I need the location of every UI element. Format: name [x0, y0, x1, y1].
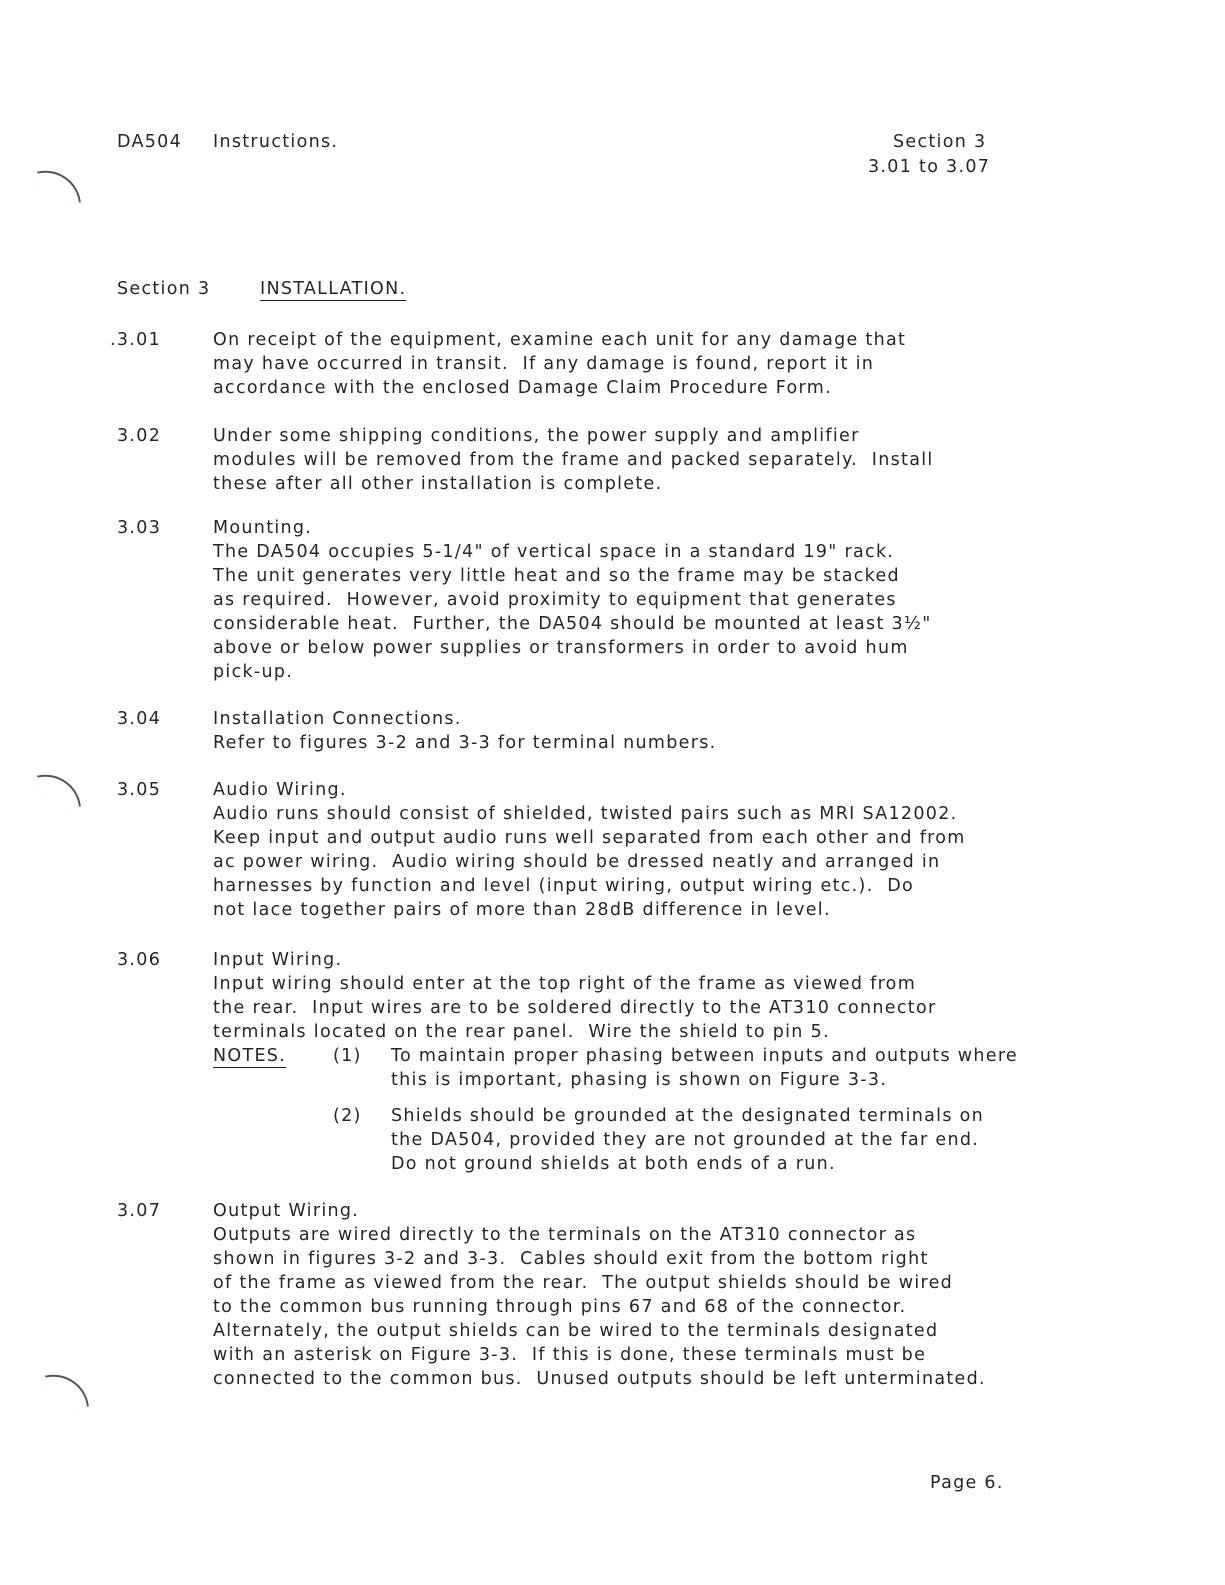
paragraph-number: 3.04 — [117, 709, 162, 729]
binder-hole-mark — [37, 165, 81, 209]
paragraph-line: Audio runs should consist of shielded, twisted pairs such as MRI SA12002. — [213, 804, 958, 824]
paragraph-line: pick-up. — [213, 662, 294, 682]
header-section: Section 3 — [893, 132, 987, 152]
paragraph-line: Input wiring should enter at the top right of the frame as viewed from — [213, 974, 917, 994]
section-label: Section 3 — [117, 279, 211, 299]
paragraph-line: considerable heat. Further, the DA504 should be mounted at least 3½" — [213, 614, 932, 634]
paragraph-line: not lace together pairs of more than 28dB difference in level. — [213, 900, 831, 920]
header-model: DA504 — [117, 132, 183, 152]
paragraph-line: Refer to figures 3-2 and 3-3 for terminal numbers. — [213, 733, 717, 753]
paragraph-number: 3.03 — [117, 518, 162, 538]
paragraph-line: Outputs are wired directly to the terminals on the AT310 connector as — [213, 1225, 917, 1245]
paragraph-number: .3.01 — [110, 330, 162, 350]
paragraph-line: the rear. Input wires are to be soldered directly to the AT310 connector — [213, 998, 937, 1018]
notes-label: NOTES. — [213, 1046, 287, 1066]
paragraph-line: above or below power supplies or transformers in order to avoid hum — [213, 638, 909, 658]
paragraph-line: modules will be removed from the frame and packed separately. Install — [213, 450, 934, 470]
binder-hole-mark — [37, 769, 81, 813]
paragraph-line: The DA504 occupies 5-1/4" of vertical space in a standard 19" rack. — [213, 542, 895, 562]
paragraph-line: ac power wiring. Audio wiring should be dressed neatly and arranged in — [213, 852, 941, 872]
paragraph-line: shown in figures 3-2 and 3-3. Cables should exit from the bottom right — [213, 1249, 929, 1269]
paragraph-line: of the frame as viewed from the rear. The output shields should be wired — [213, 1273, 954, 1293]
note-line: this is important, phasing is shown on Figure 3-3. — [391, 1070, 888, 1090]
paragraph-line: Under some shipping conditions, the power supply and amplifier — [213, 426, 860, 446]
paragraph-line: Keep input and output audio runs well separated from each other and from — [213, 828, 966, 848]
note-number: (2) — [333, 1106, 362, 1126]
paragraph-line: Mounting. — [213, 518, 313, 538]
paragraph-line: Alternately, the output shields can be wired to the terminals designated — [213, 1321, 939, 1341]
paragraph-line: Audio Wiring. — [213, 780, 347, 800]
header-doc-title: Instructions. — [213, 132, 339, 152]
paragraph-line: Input Wiring. — [213, 950, 343, 970]
paragraph-number: 3.06 — [117, 950, 162, 970]
paragraph-line: accordance with the enclosed Damage Claim Procedure Form. — [213, 378, 832, 398]
note-line: Shields should be grounded at the designated terminals on — [391, 1106, 984, 1126]
binder-hole-mark — [45, 1369, 89, 1413]
paragraph-line: as required. However, avoid proximity to equipment that generates — [213, 590, 897, 610]
header-range: 3.01 to 3.07 — [868, 157, 991, 177]
paragraph-line: terminals located on the rear panel. Wire the shield to pin 5. — [213, 1022, 830, 1042]
paragraph-line: Output Wiring. — [213, 1201, 360, 1221]
paragraph-number: 3.02 — [117, 426, 162, 446]
paragraph-number: 3.07 — [117, 1201, 162, 1221]
paragraph-line: connected to the common bus. Unused outputs should be left unterminated. — [213, 1369, 986, 1389]
note-number: (1) — [333, 1046, 362, 1066]
paragraph-number: 3.05 — [117, 780, 162, 800]
section-title: INSTALLATION. — [260, 279, 407, 299]
paragraph-line: with an asterisk on Figure 3-3. If this is done, these terminals must be — [213, 1345, 927, 1365]
paragraph-line: The unit generates very little heat and so the frame may be stacked — [213, 566, 900, 586]
note-line: Do not ground shields at both ends of a run. — [391, 1154, 836, 1174]
paragraph-line: harnesses by function and level (input wiring, output wiring etc.). Do — [213, 876, 915, 896]
paragraph-line: Installation Connections. — [213, 709, 462, 729]
paragraph-line: On receipt of the equipment, examine each unit for any damage that — [213, 330, 907, 350]
paragraph-line: these after all other installation is complete. — [213, 474, 663, 494]
paragraph-line: may have occurred in transit. If any damage is found, report it in — [213, 354, 875, 374]
page-number: Page 6. — [930, 1473, 1004, 1493]
note-line: the DA504, provided they are not grounded at the far end. — [391, 1130, 980, 1150]
paragraph-line: to the common bus running through pins 67 and 68 of the connector. — [213, 1297, 907, 1317]
note-line: To maintain proper phasing between inputs and outputs where — [391, 1046, 1019, 1066]
